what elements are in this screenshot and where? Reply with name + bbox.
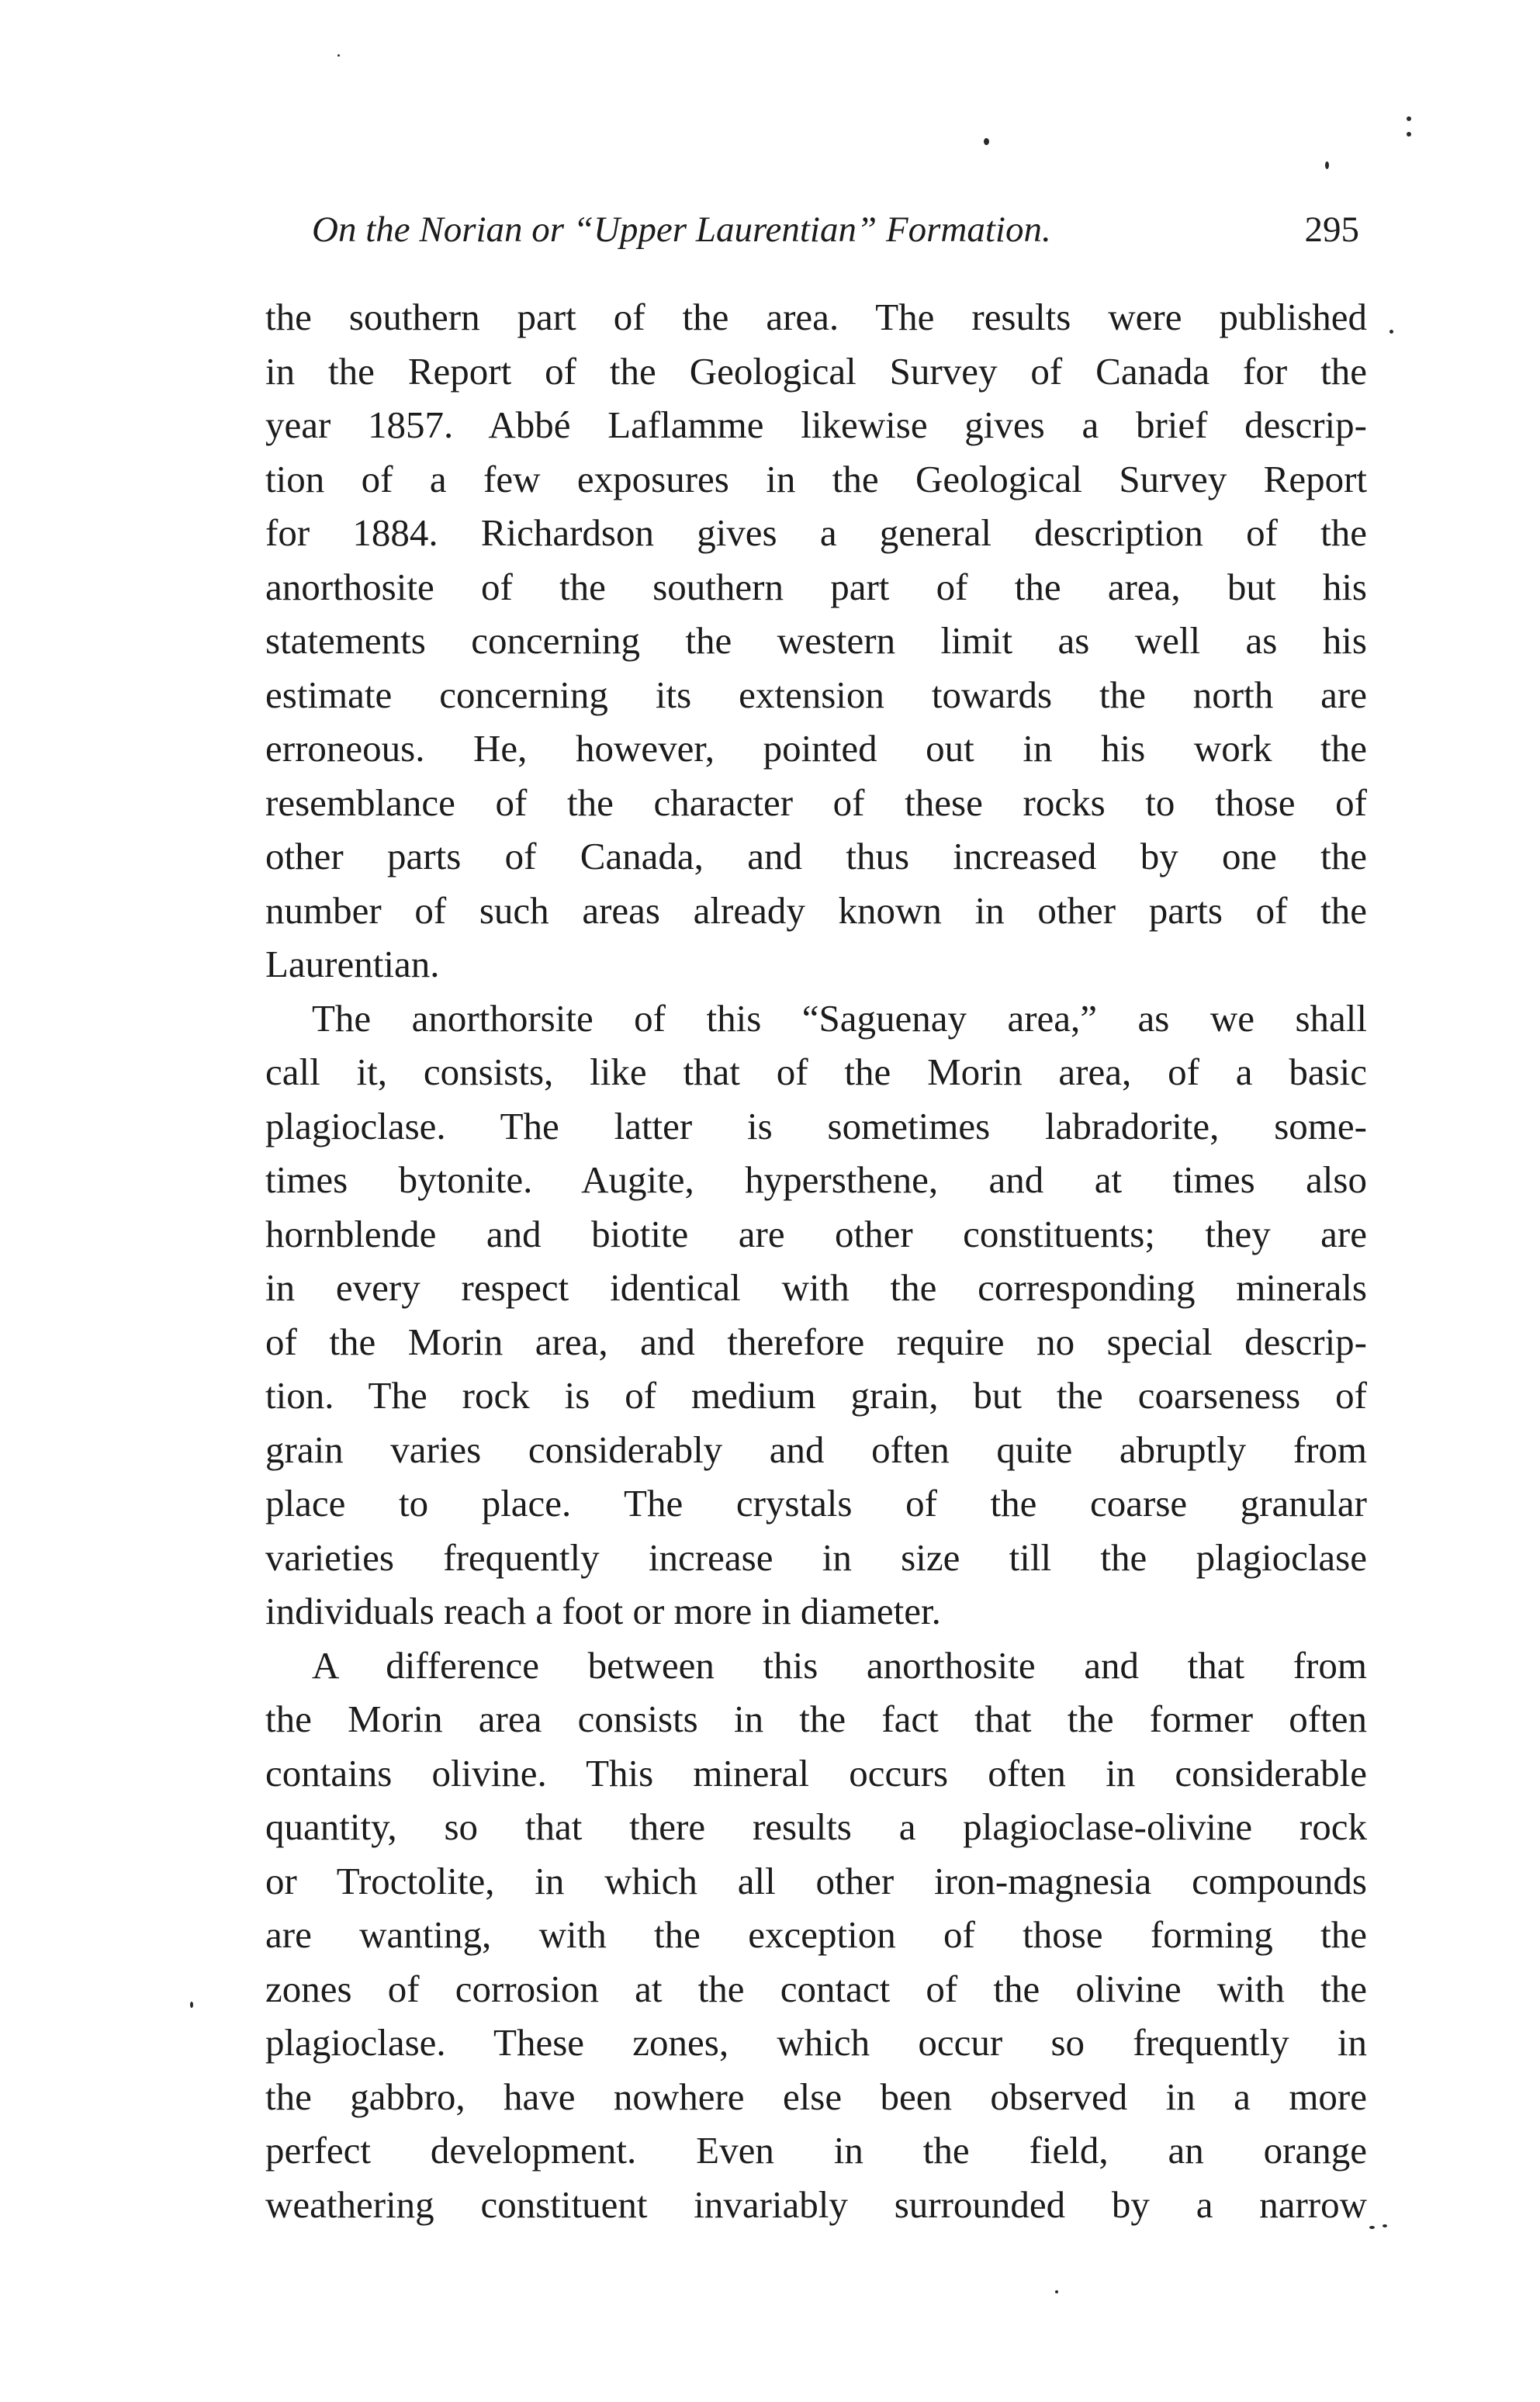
text-line: anorthosite of the southern part of the area, but his	[265, 565, 1367, 608]
text-line: contains olivine. This mineral occurs often in considerable	[265, 1751, 1367, 1795]
text-line: in the Report of the Geological Survey of Canada for the	[265, 349, 1367, 393]
page-number: 295	[1304, 209, 1359, 250]
text-line: other parts of Canada, and thus increased by one the	[265, 835, 1367, 877]
running-head-title: On the Norian or “Upper Laurentian” Formation.	[312, 209, 1051, 250]
text-line: call it, consists, like that of the Morin area, of a basic	[265, 1050, 1367, 1093]
text-line: plagioclase. These zones, which occur so frequently in	[265, 2021, 1367, 2064]
scan-speck	[1369, 2226, 1375, 2229]
scan-speck	[1407, 132, 1411, 137]
text-line: zones of corrosion at the contact of the olivine with the	[265, 1967, 1367, 2010]
text-line: of the Morin area, and therefore require no special descrip-	[265, 1320, 1367, 1363]
text-line: the Morin area consists in the fact that the former often	[265, 1698, 1367, 1740]
text-line: perfect development. Even in the field, an orange	[265, 2129, 1367, 2172]
text-line: times bytonite. Augite, hypersthene, and at times also	[265, 1158, 1367, 1201]
text-line: the gabbro, have nowhere else been observed in a more	[265, 2075, 1367, 2118]
text-line: weathering constituent invariably surrounded by a narrow	[265, 2182, 1367, 2226]
text-line: erroneous. He, however, pointed out in his work the	[265, 727, 1367, 770]
text-line: individuals reach a foot or more in diameter.	[265, 1590, 941, 1632]
text-line: Laurentian.	[265, 943, 440, 985]
text-line: grain varies considerably and often quite abruptly from	[265, 1428, 1367, 1471]
body-text	[265, 290, 1367, 2231]
text-line: estimate concerning its extension towards the north are	[265, 673, 1367, 716]
scan-speck	[1055, 2290, 1058, 2293]
text-line: tion. The rock is of medium grain, but the coarseness of	[265, 1374, 1367, 1417]
scan-speck	[337, 54, 340, 57]
scan-speck	[190, 2002, 193, 2008]
paragraph-start-line: A difference between this anorthosite and that from	[312, 1643, 1367, 1687]
text-line: plagioclase. The latter is sometimes labradorite, some-	[265, 1104, 1367, 1147]
scan-speck	[1325, 161, 1329, 169]
text-line: for 1884. Richardson gives a general description of the	[265, 511, 1367, 554]
text-line: or Troctolite, in which all other iron-magnesia compounds	[265, 1859, 1367, 1902]
text-line: number of such areas already known in other parts of the	[265, 888, 1367, 932]
scan-speck	[1389, 330, 1393, 334]
text-line: are wanting, with the exception of those forming the	[265, 1913, 1367, 1956]
text-line: the southern part of the area. The results were published	[265, 296, 1367, 338]
text-line: place to place. The crystals of the coarse granular	[265, 1482, 1367, 1525]
scan-speck	[1383, 2224, 1387, 2227]
running-head	[267, 199, 1369, 261]
scan-speck	[984, 138, 989, 145]
text-line: resemblance of the character of these rocks to those of	[265, 780, 1367, 824]
scan-speck	[1407, 116, 1411, 121]
text-line: tion of a few exposures in the Geological Survey Report	[265, 457, 1367, 500]
text-line: varieties frequently increase in size till the plagioclase	[265, 1535, 1367, 1579]
paragraph-start-line: The anorthorsite of this “Saguenay area,” as we shall	[312, 996, 1367, 1040]
text-line: year 1857. Abbé Laflamme likewise gives a brief descrip-	[265, 403, 1367, 446]
text-line: quantity, so that there results a plagioclase-olivine rock	[265, 1805, 1367, 1848]
text-line: hornblende and biotite are other constituents; they are	[265, 1212, 1367, 1255]
text-line: in every respect identical with the corresponding minerals	[265, 1266, 1367, 1309]
text-line: statements concerning the western limit as well as his	[265, 619, 1367, 662]
